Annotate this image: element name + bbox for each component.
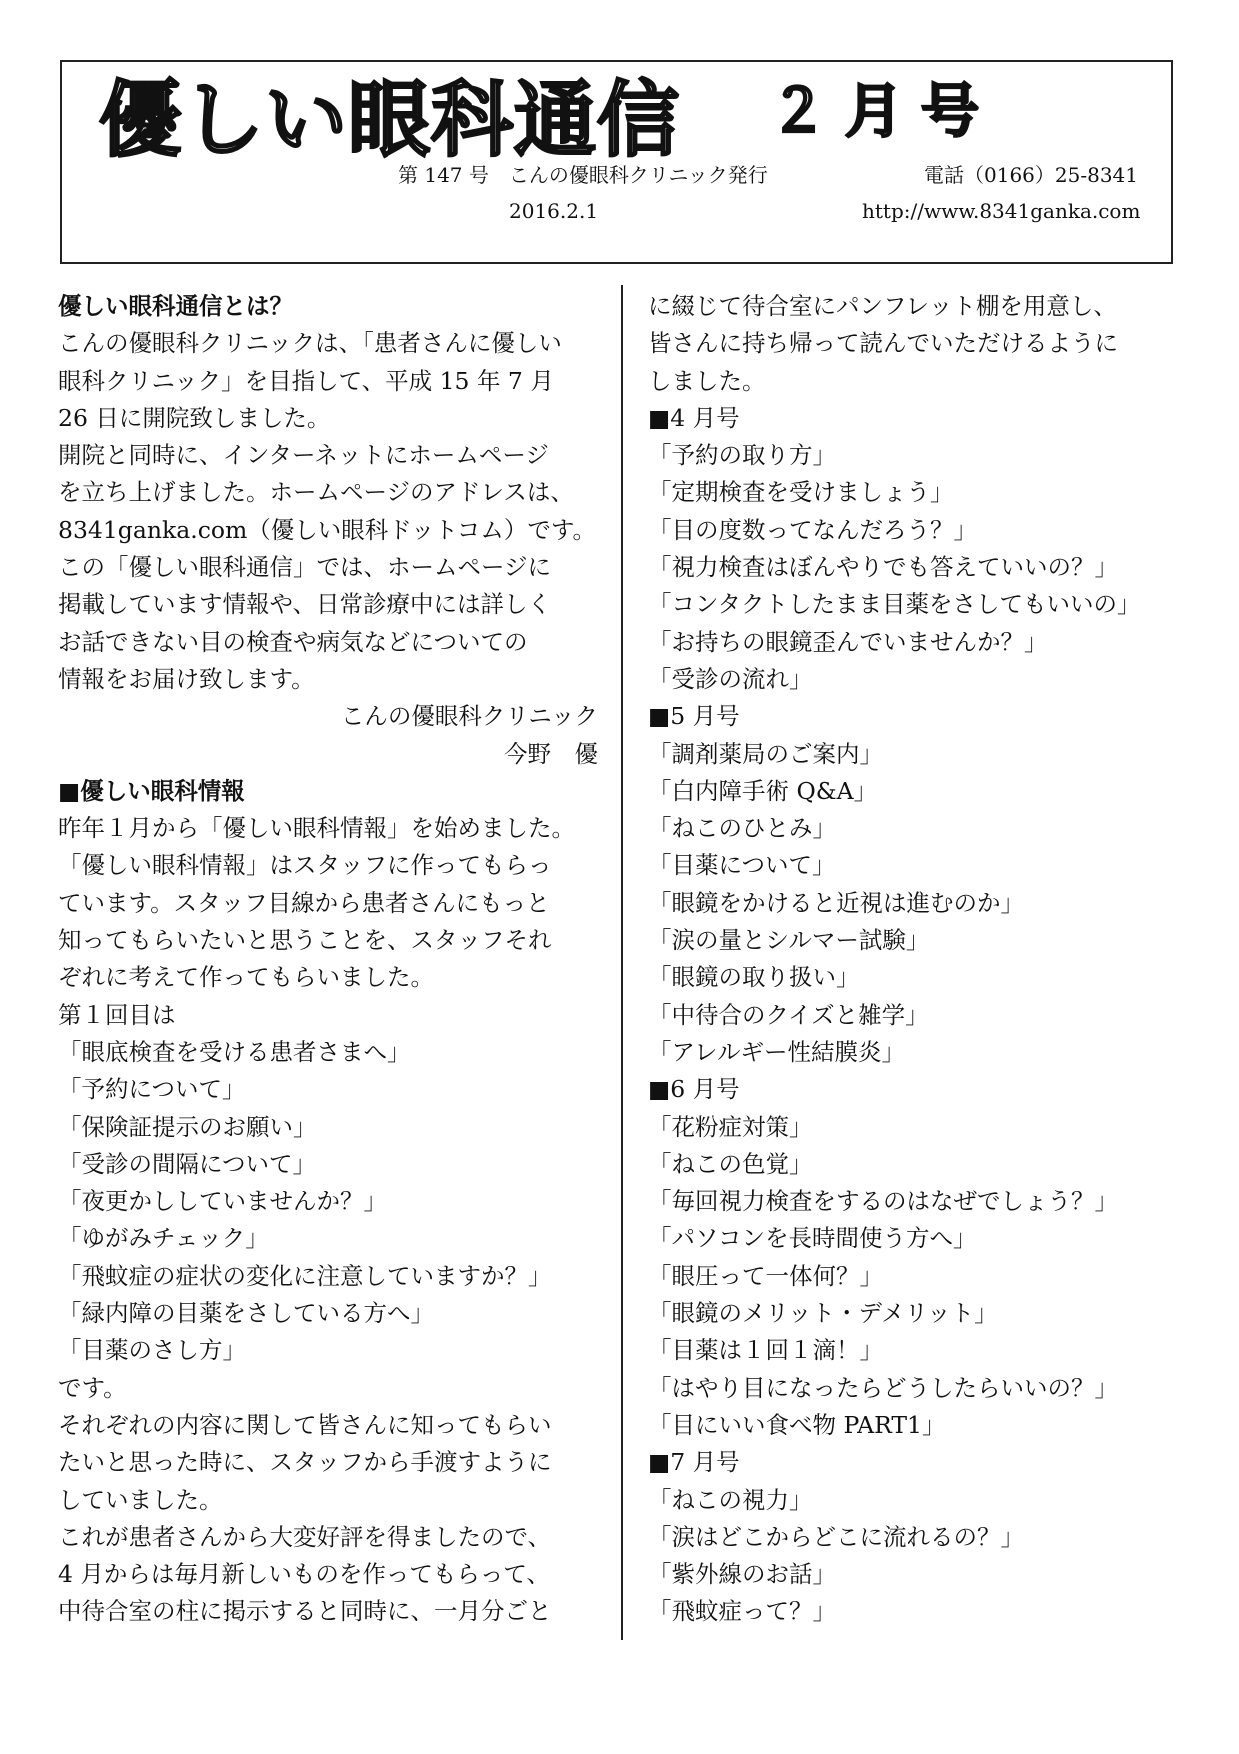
list-item: 「夜更かししていませんか？」 <box>58 1187 387 1216</box>
signature-name: 今野 優 <box>504 739 598 768</box>
list-item: 「眼底検査を受ける患者さまへ」 <box>58 1037 411 1066</box>
paragraph-line: 中待合室の柱に掲示すると同時に、一月分ごと <box>58 1597 552 1626</box>
paragraph-line: たいと思った時に、スタッフから手渡すように <box>58 1448 552 1477</box>
list-item: 「花粉症対策」 <box>648 1112 813 1141</box>
paragraph-line: 掲載しています情報や、日常診療中には詳しく <box>58 590 552 619</box>
list-item: 「紫外線のお話」 <box>648 1560 836 1589</box>
list-item: 「はやり目になったらどうしたらいいの？」 <box>648 1373 1118 1402</box>
paragraph-line: お話できない目の検査や病気などについての <box>58 627 528 656</box>
list-item: 「眼鏡のメリット・デメリット」 <box>648 1299 998 1328</box>
list-item: 「毎回視力検査をするのはなぜでしょう？」 <box>648 1187 1118 1216</box>
newsletter-title: 優しい眼科通信 <box>99 73 681 168</box>
left-column <box>58 288 598 1631</box>
list-item: 「涙の量とシルマー試験」 <box>648 926 930 955</box>
list-item: 「緑内障の目薬をさしている方へ」 <box>58 1299 434 1328</box>
paragraph-line: この「優しい眼科通信」では、ホームページに <box>58 553 552 582</box>
paragraph-line: 8341ganka.com（優しい眼科ドットコム）です。 <box>58 515 597 544</box>
section-heading: ■優しい眼科情報 <box>58 776 245 805</box>
month-heading: ■6 月号 <box>648 1075 740 1104</box>
paragraph-line: 情報をお届け致します。 <box>58 664 315 693</box>
list-item: 「アレルギー性結膜炎」 <box>648 1037 905 1066</box>
list-item: 「ねこのひとみ」 <box>648 814 836 843</box>
list-item: 「目薬は１回１滴！」 <box>648 1336 883 1365</box>
list-item: 「眼圧って一体何？」 <box>648 1261 883 1290</box>
month-heading: ■4 月号 <box>648 403 740 432</box>
masthead <box>60 60 1173 264</box>
paragraph-line: に綴じて待合室にパンフレット棚を用意し、 <box>648 292 1117 320</box>
list-item: 「飛蚊症の症状の変化に注意していますか？」 <box>58 1261 552 1290</box>
list-item: 「目薬のさし方」 <box>58 1336 246 1365</box>
paragraph-line: 昨年１月から「優しい眼科情報」を始めました。 <box>58 814 575 843</box>
list-item: 「目薬について」 <box>648 851 836 880</box>
list-item: 「受診の間隔について」 <box>58 1149 317 1178</box>
list-item: 「中待合のクイズと雑学」 <box>648 1000 929 1029</box>
website-url[interactable]: http://www.8341ganka.com <box>862 199 1141 223</box>
list-item: 「白内障手術 Q&A」 <box>648 776 878 805</box>
month-heading: ■7 月号 <box>648 1448 740 1477</box>
section-heading: 優しい眼科通信とは？ <box>58 292 293 320</box>
paragraph-line: 知ってもらいたいと思うことを、スタッフそれ <box>58 926 552 955</box>
paragraph-line: ています。スタッフ目線から患者さんにもっと <box>58 888 550 917</box>
paragraph-line: 皆さんに持ち帰って読んでいただけるように <box>648 329 1118 358</box>
paragraph-line: を立ち上げました。ホームページのアドレスは、 <box>58 478 574 507</box>
paragraph-line: 眼科クリニック」を目指して、平成 15 年 7 月 <box>58 366 554 395</box>
phone-number: 電話（0166）25-8341 <box>924 163 1139 187</box>
right-column <box>648 288 1208 1631</box>
paragraph-line: です。 <box>58 1373 127 1402</box>
issue-month: ２月号 <box>769 77 998 145</box>
list-item: 「コンタクトしたまま目薬をさしてもいいの」 <box>648 590 1141 619</box>
list-item: 「定期検査を受けましょう」 <box>648 478 954 507</box>
list-item: 「眼鏡の取り扱い」 <box>648 963 860 992</box>
list-item: 「涙はどこからどこに流れるの？」 <box>648 1522 1024 1551</box>
paragraph-line: それぞれの内容に関して皆さんに知ってもらい <box>58 1410 552 1439</box>
month-heading: ■5 月号 <box>648 702 740 731</box>
list-item: 「調剤薬局のご案内」 <box>648 739 883 768</box>
column-divider <box>621 285 623 1640</box>
list-item: 「飛蚊症って？」 <box>648 1597 836 1626</box>
paragraph-line: こんの優眼科クリニックは、「患者さんに優しい <box>58 329 562 358</box>
list-item: 「パソコンを長時間使う方へ」 <box>648 1224 977 1253</box>
paragraph-line: していました。 <box>58 1485 223 1514</box>
list-item: 「ゆがみチェック」 <box>58 1224 269 1253</box>
list-item: 「予約について」 <box>58 1075 246 1104</box>
list-item: 「目の度数ってなんだろう？」 <box>648 515 977 544</box>
paragraph-line: 第１回目は <box>58 1000 176 1029</box>
list-item: 「ねこの視力」 <box>648 1485 813 1514</box>
paragraph-line: 「優しい眼科情報」はスタッフに作ってもらっ <box>58 851 552 880</box>
list-item: 「視力検査はぼんやりでも答えていいの？」 <box>648 553 1118 582</box>
issue-line: 第 147 号 こんの優眼科クリニック発行 <box>398 163 768 187</box>
signature-clinic: こんの優眼科クリニック <box>340 702 598 731</box>
paragraph-line: しました。 <box>648 366 766 395</box>
issue-date: 2016.2.1 <box>509 199 599 223</box>
list-item: 「受診の流れ」 <box>648 664 813 693</box>
list-item: 「保険証提示のお願い」 <box>58 1112 317 1141</box>
paragraph-line: これが患者さんから大変好評を得ましたので、 <box>58 1522 552 1551</box>
paragraph-line: 4 月からは毎月新しいものを作ってもらって、 <box>58 1560 550 1589</box>
paragraph-line: 26 日に開院致しました。 <box>58 403 331 432</box>
paragraph-line: 開院と同時に、インターネットにホームページ <box>58 441 549 470</box>
list-item: 「ねこの色覚」 <box>648 1149 813 1178</box>
list-item: 「予約の取り方」 <box>648 441 836 470</box>
list-item: 「眼鏡をかけると近視は進むのか」 <box>648 888 1024 917</box>
list-item: 「お持ちの眼鏡歪んでいませんか？」 <box>648 627 1048 656</box>
paragraph-line: ぞれに考えて作ってもらいました。 <box>58 963 434 992</box>
list-item: 「目にいい食べ物 PART1」 <box>648 1410 946 1439</box>
